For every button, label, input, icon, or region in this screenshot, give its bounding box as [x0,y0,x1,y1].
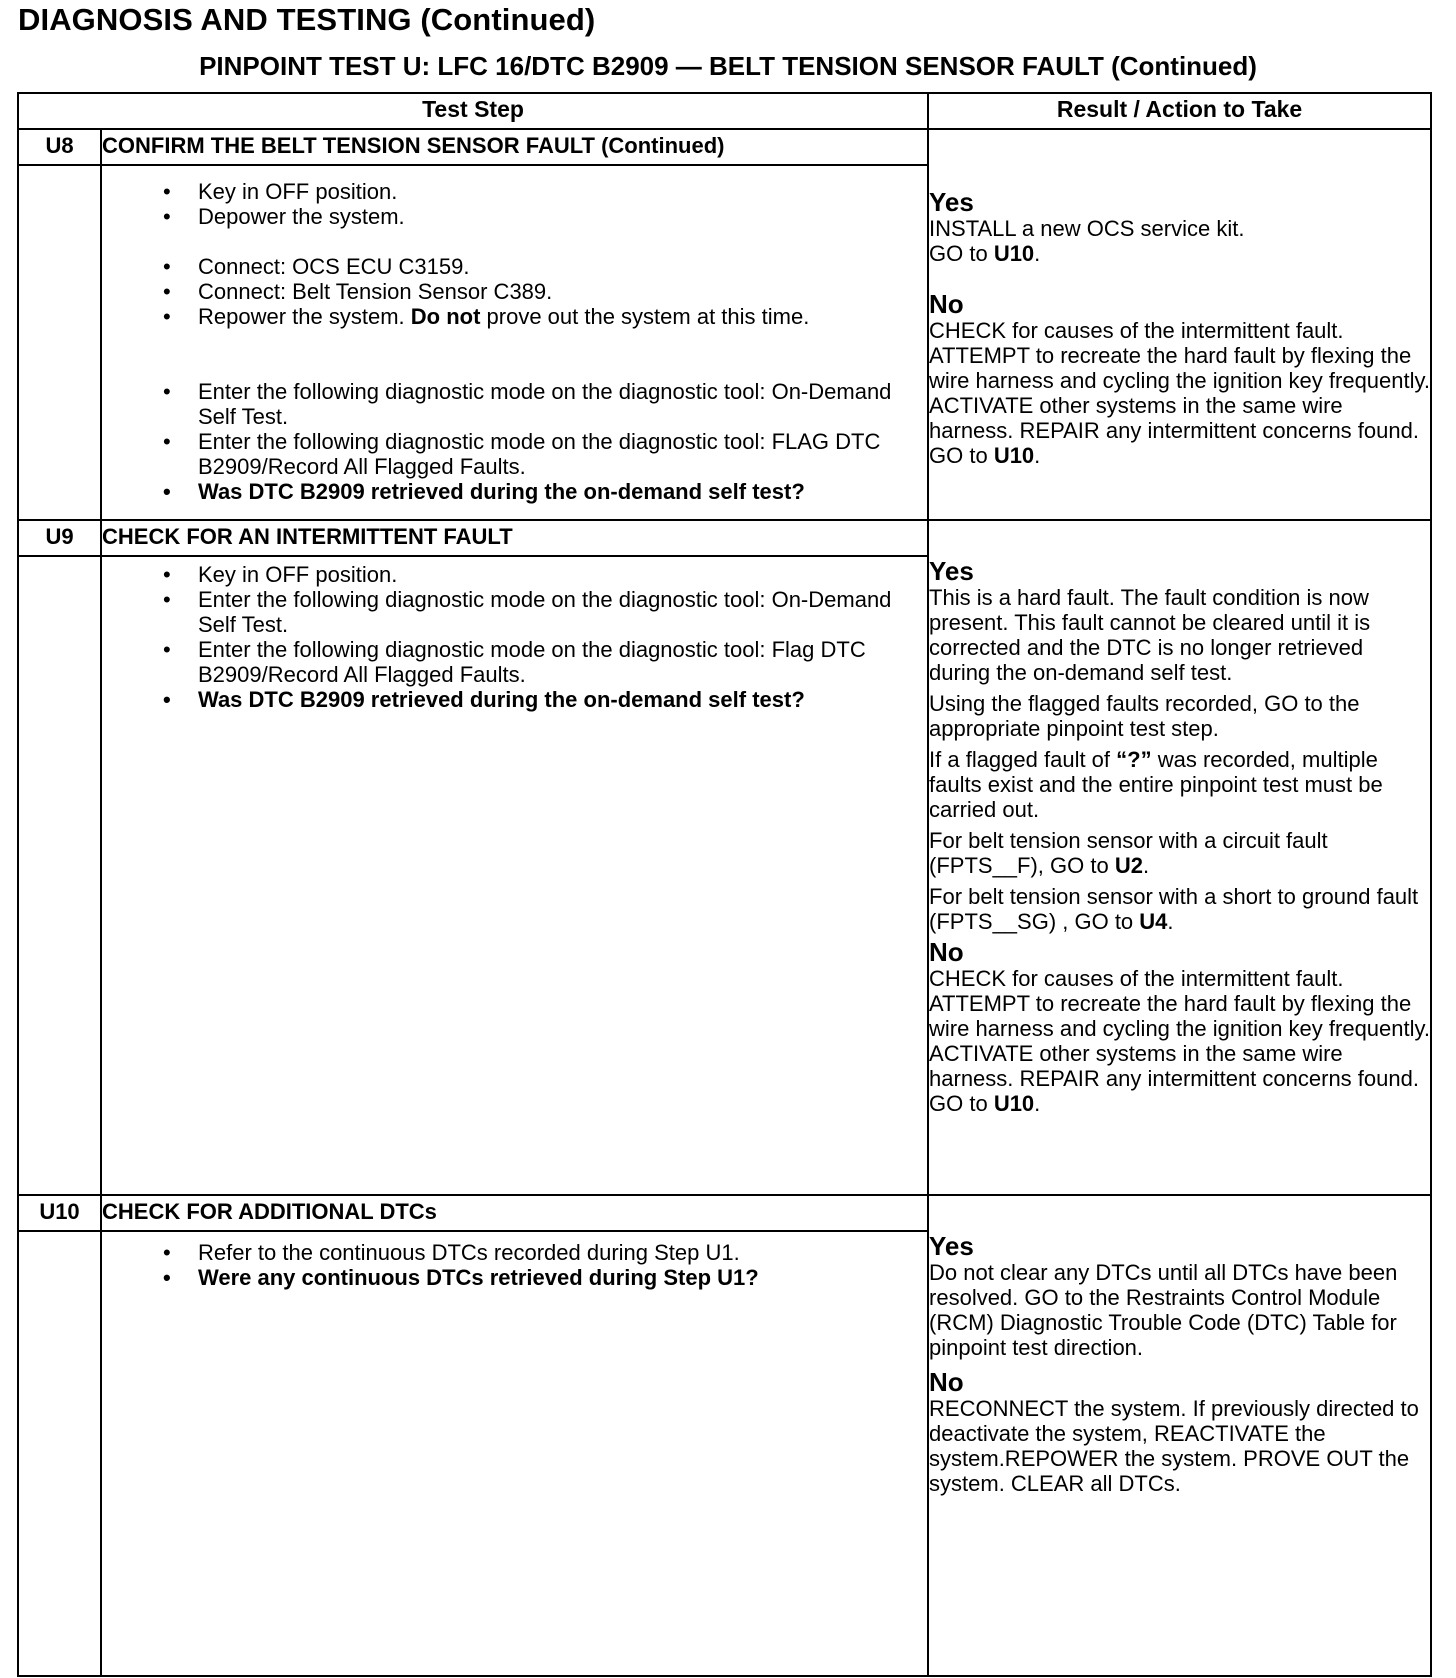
step-u10-title-row [18,1195,1431,1231]
yes-label: Yes [929,1231,974,1261]
step-u9-result: Yes This is a hard fault. The fault condition is now present. This fault cannot be cleared until it is corrected and the DTC is no longer retrieved during the on-demand self test. Using the flagged faults recorded, GO to the appropriate pinpoint test step. If a flagged fault of “?” was recorded, multiple faults exist and the entire pinpoint test must be carried out. For belt tension sensor with a circuit fault (FPTS__F), GO to U2. For belt tension sensor with a short to ground fault (FPTS__SG) , GO to U4. No CHECK for causes of the intermittent fault. ATTEMPT to recreate the hard fault by flexing the wire harness and cycling the ignition key frequently. ACTIVATE other systems in the same wire harness. REPAIR any intermittent concerns found. GO to U10. [928,520,1431,1195]
step-id: U8 [18,129,101,165]
list-item: • Enter the following diagnostic mode on the diagnostic tool: On-Demand Self Test. [198,379,927,429]
no-label: No [929,937,964,967]
yes-label: Yes [929,556,974,586]
result-text: This is a hard fault. The fault condition is now present. This fault cannot be cleared until it is corrected and the DTC is no longer retrieved during the on-demand self test. [929,585,1371,685]
column-header-result: Result / Action to Take [928,93,1431,129]
step-title: CONFIRM THE BELT TENSION SENSOR FAULT (Continued) [101,129,928,165]
step-u10-result [928,1195,1431,1676]
step-bullet-list [102,1240,927,1290]
step-title: CHECK FOR ADDITIONAL DTCs [101,1195,928,1231]
go-to-text: GO to [929,1091,994,1116]
list-item: • Refer to the continuous DTCs recorded during Step U1. [198,1240,927,1265]
list-item: • Connect: Belt Tension Sensor C389. [198,279,927,304]
list-item: • Depower the system. [198,204,927,229]
column-header-test-step: Test Step [18,93,928,129]
step-u9-actions [101,556,928,1195]
step-u9-title-row [18,520,1431,556]
result-text: If a flagged fault of “?” was recorded, multiple faults exist and the entire pinpoint test must be carried out. [929,747,1383,822]
result-text: INSTALL a new OCS service kit. [929,216,1245,241]
step-title: CHECK FOR AN INTERMITTENT FAULT [101,520,928,556]
list-item: • Key in OFF position. [198,179,927,204]
table-header-row [18,93,1431,129]
no-label: No [929,1367,964,1397]
list-item: • Were any continuous DTCs retrieved during Step U1? [198,1265,927,1290]
step-bullet-list [102,179,927,504]
step-u8-result: Yes INSTALL a new OCS service kit. GO to U10. No CHECK for causes of the intermittent fault. ATTEMPT to recreate the hard fault by flexing the wire harness and cycling the ignition key frequently. ACTIVATE other systems in the same wire harness. REPAIR any intermittent concerns found. GO to U10. [928,129,1431,520]
list-item: • Enter the following diagnostic mode on the diagnostic tool: Flag DTC B2909/Record All Flagged Faults. [198,637,927,687]
list-item: • Connect: OCS ECU C3159. [198,254,927,279]
step-bullet-list [102,562,927,712]
go-to-target: U10 [993,443,1035,468]
result-text: Using the flagged faults recorded, GO to the appropriate pinpoint test step. [929,691,1360,741]
go-to-text: GO to [929,241,994,266]
go-to-target: U10 [993,1091,1035,1116]
result-text: RECONNECT the system. If previously directed to deactivate the system, REACTIVATE the system.REPOWER the system. PROVE OUT the system. CLEAR all DTCs. [929,1396,1419,1496]
result-text: CHECK for causes of the intermittent fault. ATTEMPT to recreate the hard fault by flexing the wire harness and cycling the ignition key frequently. ACTIVATE other systems in the same wire harness. REPAIR any intermittent concerns found. [929,318,1430,443]
list-item: • Was DTC B2909 retrieved during the on-demand self test? [198,479,927,504]
list-item: • Was DTC B2909 retrieved during the on-demand self test? [198,687,927,712]
go-to-text: GO to [929,443,994,468]
list-item: • Key in OFF position. [198,562,927,587]
list-item: • Enter the following diagnostic mode on the diagnostic tool: FLAG DTC B2909/Record All Flagged Faults. [198,429,927,479]
result-text: For belt tension sensor with a circuit fault (FPTS__F), GO to U2. [929,828,1328,878]
page-title: DIAGNOSIS AND TESTING (Continued) [18,2,596,37]
result-text: Do not clear any DTCs until all DTCs have been resolved. GO to the Restraints Control Module (RCM) Diagnostic Trouble Code (DTC) Table for pinpoint test direction. [929,1260,1398,1360]
go-to-target: U4 [1139,909,1168,934]
step-u8-actions [101,165,928,520]
list-item: • Enter the following diagnostic mode on the diagnostic tool: On-Demand Self Test. [198,587,927,637]
result-text: CHECK for causes of the intermittent fault. ATTEMPT to recreate the hard fault by flexing the wire harness and cycling the ignition key frequently. ACTIVATE other systems in the same wire harness. REPAIR any intermittent concerns found. [929,966,1430,1091]
result-text: For belt tension sensor with a short to ground fault (FPTS__SG) , GO to U4. [929,884,1419,934]
go-to-target: U2 [1114,853,1143,878]
pinpoint-test-table [17,92,1432,1677]
step-id: U10 [18,1195,101,1231]
yes-label: Yes [929,187,974,217]
step-u8-title-row [18,129,1431,165]
no-label: No [929,289,964,319]
go-to-target: U10 [993,241,1035,266]
pinpoint-test-subtitle: PINPOINT TEST U: LFC 16/DTC B2909 — BELT TENSION SENSOR FAULT (Continued) [199,51,1257,81]
step-u10-actions [101,1231,928,1676]
list-item: • Repower the system. Do not prove out the system at this time. [198,304,927,329]
step-id: U9 [18,520,101,556]
